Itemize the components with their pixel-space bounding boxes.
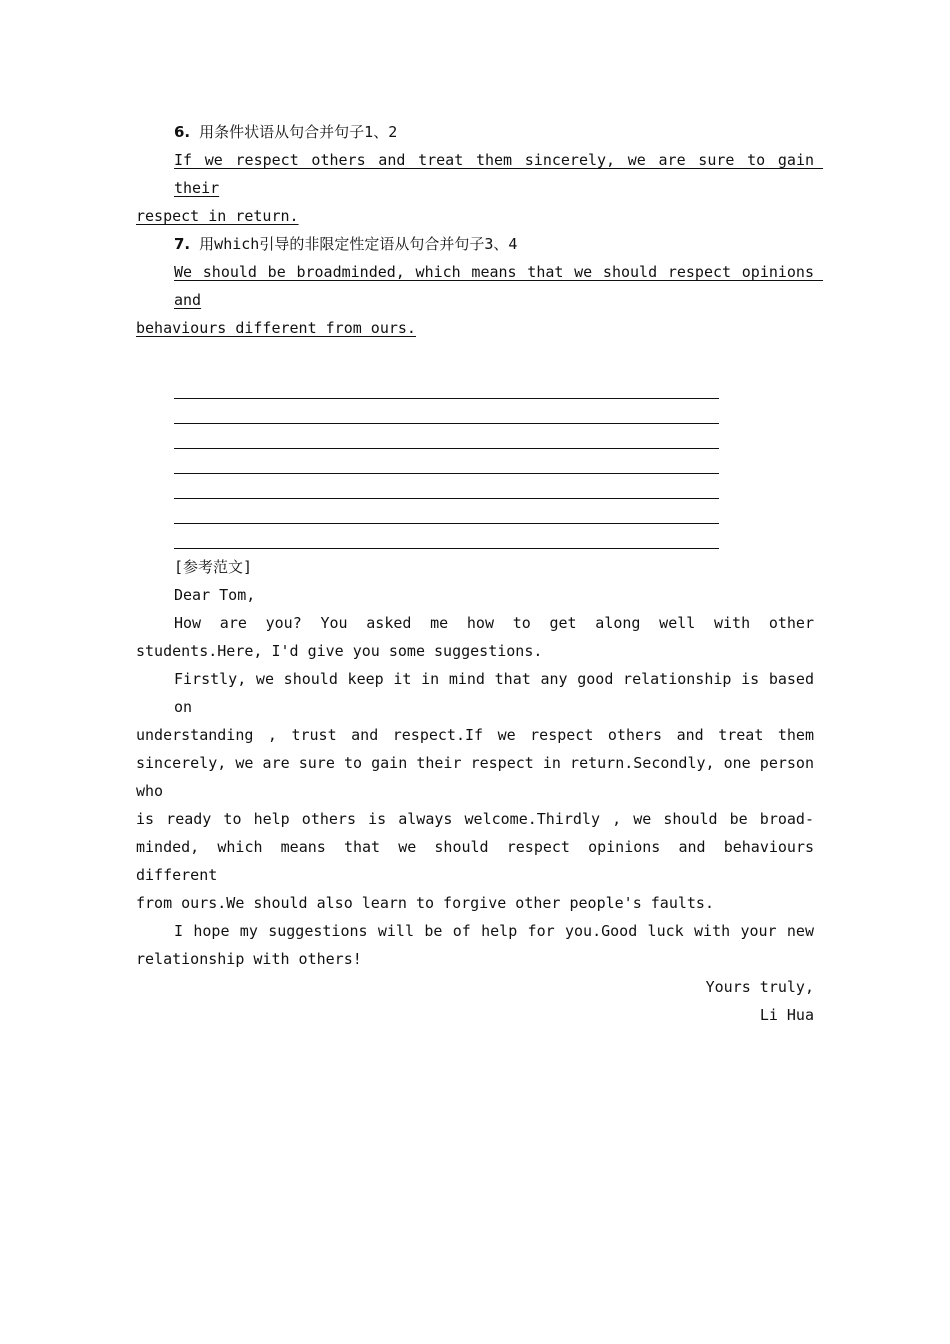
question-7-answer-line-2 [136,314,814,342]
essay-salutation: Dear Tom, [174,586,256,604]
question-6-answer-line-1 [136,146,824,202]
essay-heading: [参考范文] [174,558,253,576]
essay-p1-line-2: students.Here, I'd give you some suggestions. [136,642,543,660]
writing-line [174,524,719,549]
document-page [136,118,824,1029]
question-6-answer-line-2 [136,202,814,230]
writing-line [174,424,719,449]
writing-line [174,499,719,524]
essay-p2-line-3: sincerely, we are sure to gain their respect in return.Secondly, one person who [136,754,824,800]
question-6-answer-2: respect in return. [136,207,299,225]
question-7-answer-2: behaviours different from ours. [136,319,416,337]
essay-p2-line-5: minded, which means that we should respect opinions and behaviours different [136,838,824,884]
question-6-prompt: 用条件状语从句合并句子1、2 [199,123,398,141]
essay-signature: Li Hua [759,1006,814,1024]
question-6-answer-1: If we respect others and treat them sincerely, we are sure to gain their [174,151,824,197]
question-7-answer-1: We should be broadminded, which means that we should respect opinions and [174,263,824,309]
writing-line [174,376,719,399]
essay-p3-line-1: I hope my suggestions will be of help for you.Good luck with your new [174,922,814,940]
essay-p2-line-2: understanding , trust and respect.If we respect others and treat them [136,726,814,744]
essay-p2-line-1: Firstly, we should keep it in mind that any good relationship is based on [174,670,824,716]
question-7-prompt: 用which引导的非限定性定语从句合并句子3、4 [199,235,518,253]
essay-p1-line-1: How are you? You asked me how to get along well with other [174,614,814,632]
essay-p2-line-6: from ours.We should also learn to forgive other people's faults. [136,894,714,912]
writing-lines [174,376,719,549]
question-7-answer-line-1 [136,258,824,314]
question-6-number: 6. [174,123,191,141]
writing-line [174,474,719,499]
question-6 [136,118,814,146]
essay-closing: Yours truly, [705,978,814,996]
writing-line [174,399,719,424]
essay-p2-line-4: is ready to help others is always welcome.Thirdly , we should be broad- [136,810,814,828]
question-7-number: 7. [174,235,191,253]
essay-p3-line-2: relationship with others! [136,950,362,968]
writing-line [174,449,719,474]
question-7 [136,230,814,258]
